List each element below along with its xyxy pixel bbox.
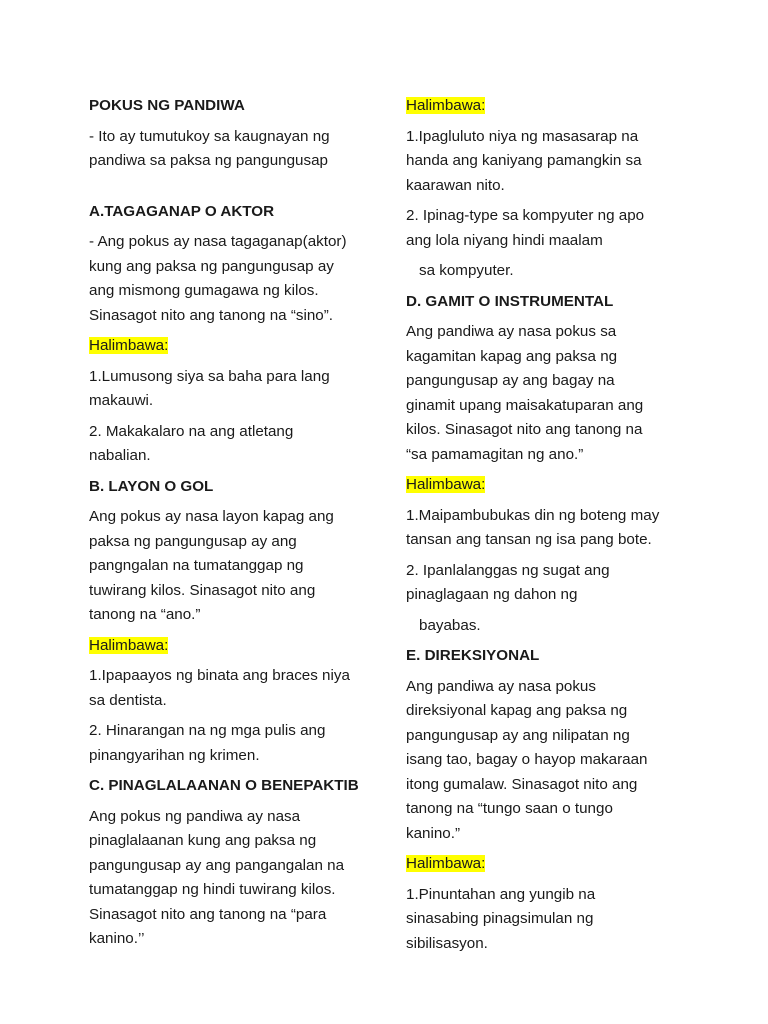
section-c-heading: C. PINAGLALAANAN O BENEPAKTIB: [89, 777, 359, 794]
section-b-example-label: Halimbawa:: [89, 636, 169, 654]
section-b-heading: B. LAYON O GOL: [89, 477, 214, 495]
section-a-example-label: Halimbawa:: [89, 337, 169, 354]
section-a-example-1: 1.Lumusong siya sa baha para lang makauwi.: [89, 367, 330, 409]
section-d-example-2: 2. Ipanlalanggas ng sugat ang pinaglagaan ng dahon ng: [406, 561, 610, 603]
right-column: [406, 94, 696, 962]
section-a-description: - Ang pokus ay nasa tagaganap(aktor) kung ang paksa ng pangungusap ay ang mismong gumagawa ng kilos. Sinasagot nito ang tanong na “sino”.: [89, 233, 347, 324]
section-c-description: Ang pokus ng pandiwa ay nasa pinaglalaanan kung ang paksa ng pangungusap ay ang pangangalan na tumatanggap ng hindi tuwirang kilos. Sinasagot nito ang tanong na “para kanino.’’: [89, 807, 345, 947]
section-a-heading: A.TAGAGANAP O AKTOR: [89, 202, 275, 220]
section-d-example-label: Halimbawa:: [406, 476, 486, 493]
section-e-example-1: 1.Pinuntahan ang yungib na sinasabing pinagsimulan ng sibilisasyon.: [406, 885, 596, 952]
section-c-example-1: 1.Ipagluluto niya ng masasarap na handa ang kaniyang pamangkin sa kaarawan nito.: [406, 127, 642, 194]
section-e-heading: E. DIREKSIYONAL: [406, 647, 540, 664]
section-c-example-2: 2. Ipinag-type sa kompyuter ng apo ang lola niyang hindi maalam: [406, 207, 645, 249]
left-column: [89, 94, 375, 958]
section-a-example-2: 2. Makakalaro na ang atletang nabalian.: [89, 422, 294, 464]
intro-paragraph: - Ito ay tumutukoy sa kaugnayan ng pandiwa sa paksa ng pangungusap: [89, 127, 330, 169]
section-b-description: Ang pokus ay nasa layon kapag ang paksa ng pangungusap ay ang pangngalan na tumatanggap ng tuwirang kilos. Sinasagot nito ang tanong na “ano.”: [89, 508, 334, 623]
section-e-example-label: Halimbawa:: [406, 855, 486, 872]
section-d-example-2-continued: bayabas.: [419, 616, 481, 634]
document-title: POKUS NG PANDIWA: [89, 97, 245, 114]
section-b-example-1: 1.Ipapaayos ng binata ang braces niya sa dentista.: [89, 667, 350, 709]
section-d-description: Ang pandiwa ay nasa pokus sa kagamitan kapag ang paksa ng pangungusap ay ang bagay na ginamit upang maisakatuparan ang kilos. Sinasagot nito ang tanong na “sa pamamagitan ng ano.”: [406, 323, 644, 463]
section-d-example-1: 1.Maipambubukas din ng boteng may tansan ang tansan ng isa pang bote.: [406, 506, 660, 548]
section-b-example-2: 2. Hinarangan na ng mga pulis ang pinangyarihan ng krimen.: [89, 722, 326, 764]
section-c-example-2-continued: sa kompyuter.: [419, 262, 514, 279]
section-d-heading: D. GAMIT O INSTRUMENTAL: [406, 292, 614, 310]
section-c-example-label: Halimbawa:: [406, 97, 486, 114]
section-e-description: Ang pandiwa ay nasa pokus direksiyonal kapag ang paksa ng pangungusap ay ang nilipatan ng isang tao, bagay o hayop makaraan itong gumalaw. Sinasagot nito ang tanong na “tungo saan o tungo kanino.”: [406, 677, 648, 842]
